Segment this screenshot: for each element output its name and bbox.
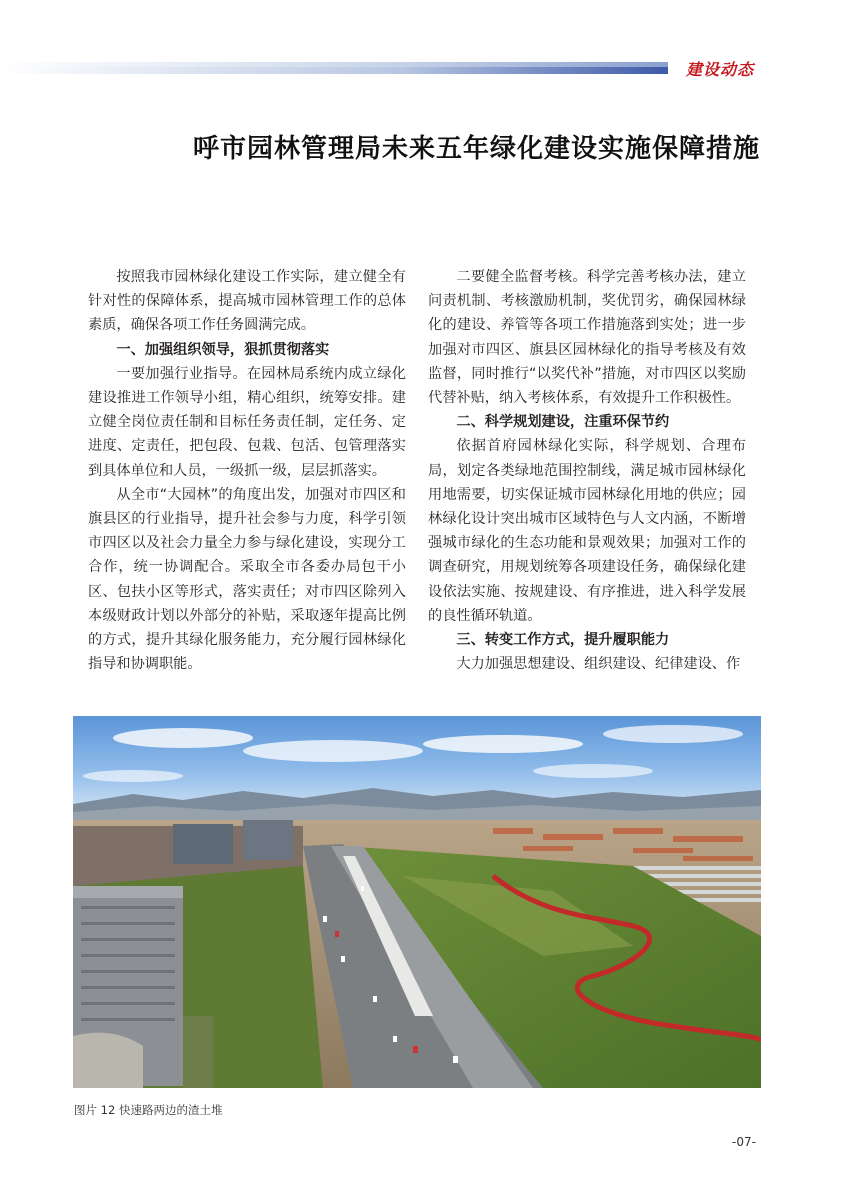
paragraph: 大力加强思想建设、组织建设、纪律建设、作: [456, 656, 741, 673]
paragraph: 二要健全监督考核。科学完善考核办法，建立问责机制、考核激励机制，奖优罚劣，确保园林绿化的建设、养管等各项工作措施落到实处；进一步加强对市四区、旗县区园林绿化的指导考核及有效监督，同时推行“以奖代补”措施，对市四区以奖励代替补贴，纳入考核体系，有效提升工作积极性。: [428, 269, 746, 407]
section-heading: 三、转变工作方式，提升履职能力: [456, 632, 670, 649]
header-decorative-highlight: [0, 62, 668, 67]
paragraph: 按照我市园林绿化建设工作实际，建立健全有针对性的保障体系，提高城市园林管理工作的总体素质，确保各项工作任务圆满完成。: [88, 269, 406, 334]
section-heading: 二、科学规划建设，注重环保节约: [456, 414, 670, 431]
article-title: 呼市园林管理局未来五年绿化建设实施保障措施: [192, 134, 760, 164]
paragraph: 一要加强行业指导。在园林局系统内成立绿化建设推进工作领导小组，精心组织，统筹安排。建立健全岗位责任制和目标任务责任制，定任务、定进度、定责任，把包段、包栽、包活、包管理落实到具体单位和人员，一级抓一级，层层抓落实。: [88, 365, 406, 479]
page-number: -07-: [732, 1135, 756, 1149]
photo-caption: 图片 12 快速路两边的渣土堆: [74, 1103, 223, 1117]
section-label: [672, 54, 788, 80]
left-column: [88, 265, 406, 676]
paragraph: 依据首府园林绿化实际，科学规划、合理布局，划定各类绿地范围控制线，满足城市园林绿化用地需要，切实保证城市园林绿化用地的供应；园林绿化设计突出城市区域特色与人文内涵，不断增强城市绿化的生态功能和景观效果；加强对工作的调查研究，用规划统筹各项建设任务，确保绿化建设依法实施、按规建设、有序推进，进入科学发展的良性循环轨道。: [428, 438, 746, 624]
section-label-text: 建设动态: [686, 60, 755, 79]
aerial-photo: [73, 716, 761, 1088]
paragraph: 从全市“大园林”的角度出发，加强对市四区和旗县区的行业指导，提升社会参与力度，科学引领市四区以及社会力量全力参与绿化建设，实现分工合作，统一协调配合。采取全市各委办局包干小区、包扶小区等形式，落实责任；对市四区除列入本级财政计划以外部分的补贴，采取逐年提高比例的方式，提升其绿化服务能力，充分履行园林绿化指导和协调职能。: [88, 486, 406, 673]
right-column: [428, 265, 746, 676]
section-heading: 一、加强组织领导，狠抓贯彻落实: [116, 341, 330, 358]
